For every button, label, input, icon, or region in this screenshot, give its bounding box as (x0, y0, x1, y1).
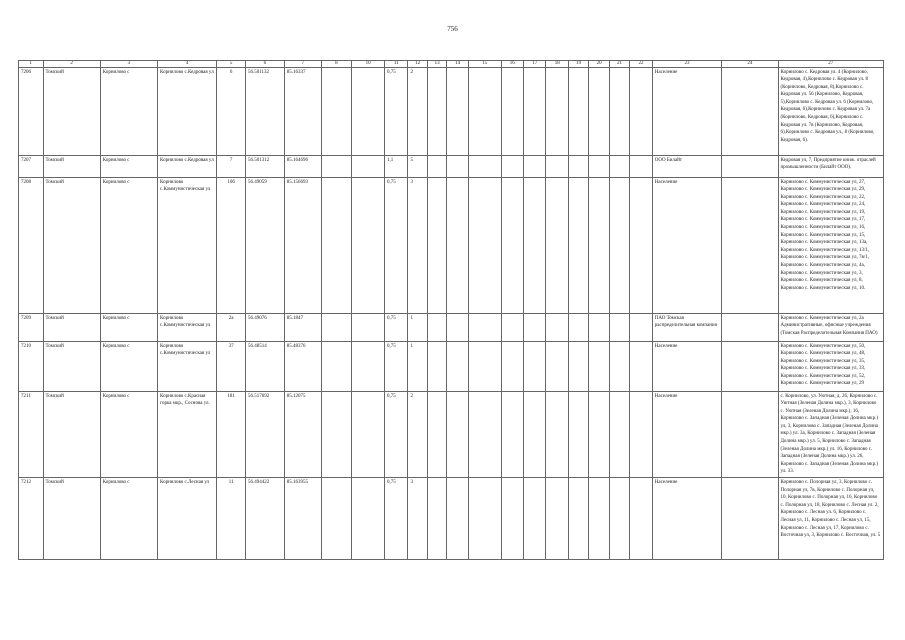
table-cell-c12: 2 (408, 391, 427, 478)
table-cell-empty (427, 313, 446, 341)
table-cell-c4: Корнилово с.Коммунистическая ул (158, 341, 217, 391)
table-cell-empty (523, 313, 545, 341)
table-cell-c4: Корнилово с.Коммунистическая ул (158, 177, 217, 313)
table-cell-empty (523, 478, 545, 560)
table-cell-empty (589, 155, 609, 177)
table-cell-c11: 1,1 (384, 155, 408, 177)
column-header: 11 (384, 61, 408, 68)
table-cell-c12: 3 (408, 478, 427, 560)
table-cell-empty (589, 313, 609, 341)
table-cell-c1: 7209 (19, 313, 44, 341)
table-cell-c6: 56.48514 (245, 341, 284, 391)
table-cell-c5: 7 (217, 155, 246, 177)
table-cell-empty (501, 313, 523, 341)
table-cell-c1: 7210 (19, 341, 44, 391)
table-cell-c2: Томский (43, 313, 100, 341)
table-cell-empty (609, 478, 629, 560)
table-row (19, 478, 884, 560)
table-cell-empty (321, 313, 352, 341)
table-cell-empty (352, 478, 385, 560)
column-header: 18 (546, 61, 568, 68)
table-cell-empty (468, 478, 501, 560)
table-cell-empty (427, 177, 446, 313)
table-cell-c24 (722, 155, 778, 177)
table-cell-c3: Корнилово с (100, 478, 157, 560)
table-cell-empty (501, 155, 523, 177)
table-cell-empty (568, 341, 588, 391)
table-cell-c27: Корнилово с. Коммунистическая ул, 2а Административные, офисные учреждения (Томская Распределительная Компания ПАО) (778, 313, 884, 341)
table-row (19, 67, 884, 155)
table-cell-empty (609, 155, 629, 177)
table-cell-c3: Корнилово с (100, 391, 157, 478)
table-cell-empty (589, 478, 609, 560)
column-header: 6 (245, 61, 284, 68)
table-row (19, 313, 884, 341)
table-cell-c23: Население (652, 177, 722, 313)
table-cell-c6: 56.517692 (245, 391, 284, 478)
table-cell-empty (447, 478, 468, 560)
table-cell-empty (501, 478, 523, 560)
table-cell-empty (352, 313, 385, 341)
table-cell-c4: Корнилово с.Лесная ул (158, 478, 217, 560)
table-cell-c23: ООО Билайт (652, 155, 722, 177)
table-cell-c2: Томский (43, 391, 100, 478)
table-cell-c7: 85.1847 (284, 313, 321, 341)
table-cell-empty (568, 391, 588, 478)
column-header: 8 (321, 61, 352, 68)
table-cell-empty (609, 67, 629, 155)
table-cell-c2: Томский (43, 177, 100, 313)
table-cell-empty (609, 391, 629, 478)
table-cell-c1: 7211 (19, 391, 44, 478)
table-cell-c23: Население (652, 67, 722, 155)
column-header: 4 (158, 61, 217, 68)
table-cell-empty (589, 67, 609, 155)
table-cell-c7: 85.156693 (284, 177, 321, 313)
table-cell-c6: 56.494422 (245, 478, 284, 560)
table-cell-c27: с. Корнилово, ул. Уютная, д. 26, Корнилово с. Уютная (Зеленая Долина мкр.), 3, Корнилово с. Уютная (Зеленая Долина мкр.), 16, Корнилово с. Западная (Зеленая Долина мкр.) ул, 3, Корнилово с. Западная (Зеленая Долина мкр.) ул. 3а, Корнилово с. Западная (Зеленая Долина мкр.) ул. 5, Корнилово с. Западная (Зеленая Долина мкр.) ул. 16, Корнилово с. Западная (Зеленая Долина мкр.) ул. 26, Корнилово с. Западная (Зеленая Долина мкр.) ул. 33. (778, 391, 884, 478)
column-header: 13 (427, 61, 446, 68)
table-cell-empty (630, 391, 652, 478)
table-cell-c27: Корнилово с. Коммунистическая ул, 50, Корнилово с. Коммунистическая ул, 48, Корнилово с. Коммунистическая ул, 35, Корнилово с. Коммунистическая ул, 33, Корнилово с. Коммунистическая ул, 52, Корнилово с. Коммунистическая ул, 29 (778, 341, 884, 391)
column-header: 2 (43, 61, 100, 68)
table-cell-empty (427, 341, 446, 391)
table-cell-empty (468, 313, 501, 341)
table-cell-c1: 7206 (19, 67, 44, 155)
column-header: 10 (352, 61, 385, 68)
table-cell-c2: Томский (43, 155, 100, 177)
table-cell-empty (321, 341, 352, 391)
page-number: 756 (447, 25, 458, 33)
table-row (19, 177, 884, 313)
table-cell-c1: 7207 (19, 155, 44, 177)
column-header: 3 (100, 61, 157, 68)
data-table (18, 60, 884, 560)
table-cell-empty (501, 67, 523, 155)
table-cell-empty (546, 478, 568, 560)
table-cell-c5: 10б (217, 177, 246, 313)
table-cell-empty (321, 155, 352, 177)
table-cell-empty (546, 313, 568, 341)
table-cell-c3: Корнилово с (100, 341, 157, 391)
table-cell-c27: Кедровая ул, 7, Предприятие книж. отраслей промышленности (Билайт ООО). (778, 155, 884, 177)
column-header: 1 (19, 61, 44, 68)
table-cell-empty (630, 341, 652, 391)
table-cell-c27: Корнилово с. Коммунистическая ул, 27, Корнилово с. Коммунистическая ул, 29, Корнилово с. Коммунистическая ул, 22, Корнилово с. Коммунистическая ул, 24, Корнилово с. Коммунистическая ул, 19, Корнилово с. Коммунистическая ул, 17, Корнилово с. Коммунистическая ул, 16, Корнилово с. Коммунистическая ул, 15, Корнилово с. Коммунистическая ул, 13а, Корнилово с. Коммунистическая ул, 13/1, Корнилово с. Коммунистическая ул, 7в/1, Корнилово с. Коммунистическая ул, 4а, Корнилово с. Коммунистическая ул, 3, Корнилово с. Коммунистическая ул, 8, Корнилово с. Коммунистическая ул, 10. (778, 177, 884, 313)
table-row (19, 155, 884, 177)
table-cell-empty (321, 177, 352, 313)
table-cell-c24 (722, 67, 778, 155)
table-cell-empty (523, 177, 545, 313)
table-cell-empty (468, 155, 501, 177)
column-header: 27 (778, 61, 884, 68)
table-cell-empty (630, 67, 652, 155)
table-cell-empty (589, 391, 609, 478)
table-cell-empty (568, 67, 588, 155)
table-cell-empty (447, 155, 468, 177)
table-cell-c4: Корнилово с.Кедровая ул (158, 155, 217, 177)
table-cell-empty (447, 313, 468, 341)
table-cell-c2: Томский (43, 341, 100, 391)
table-cell-empty (568, 313, 588, 341)
table-cell-c6: 56.501132 (245, 67, 284, 155)
table-cell-c2: Томский (43, 67, 100, 155)
table-cell-empty (427, 478, 446, 560)
table-cell-empty (447, 177, 468, 313)
table-cell-c11: 0,75 (384, 478, 408, 560)
column-header: 22 (630, 61, 652, 68)
table-cell-empty (546, 155, 568, 177)
table-cell-empty (352, 341, 385, 391)
column-header: 16 (501, 61, 523, 68)
table-row (19, 391, 884, 478)
table-cell-c3: Корнилово с (100, 313, 157, 341)
table-cell-c5: 11 (217, 478, 246, 560)
table-cell-c7: 85.164696 (284, 155, 321, 177)
table-cell-c7: 85.48376 (284, 341, 321, 391)
table-cell-c23: Население (652, 341, 722, 391)
table-cell-empty (352, 155, 385, 177)
table-cell-empty (352, 177, 385, 313)
table-cell-c5: 2а (217, 313, 246, 341)
table-cell-c2: Томский (43, 478, 100, 560)
table-cell-c23: Население (652, 478, 722, 560)
table-cell-c12: 1 (408, 313, 427, 341)
column-header: 12 (408, 61, 427, 68)
column-header: 24 (722, 61, 778, 68)
table-cell-empty (523, 391, 545, 478)
table-cell-empty (321, 478, 352, 560)
table-cell-empty (589, 177, 609, 313)
table-cell-empty (546, 391, 568, 478)
table-cell-c27: Корнилово с. Полорная ул, 3, Корнилово с. Полорная ул, 7в, Корнилово с. Полорная ул, 10, Корнилово с. Полорная ул, 16, Корнилово с. Полорная ул, 18, Корнилово с. Лесная ул. 2, Корнилово с. Лесная ул. 6, Корнилово с. Лесная ул, 11, Корнилово с. Лесная ул, 15, Корнилово с. Лесная ул, 17, Корнилово с. Восточная ул, 3, Корнилово с. Восточная, ул. 5 (778, 478, 884, 560)
table-cell-empty (468, 391, 501, 478)
column-header: 7 (284, 61, 321, 68)
table-cell-c12: 2 (408, 67, 427, 155)
table-cell-empty (427, 391, 446, 478)
table-cell-empty (468, 67, 501, 155)
table-cell-c27: Корнилово с. Кедровая ул. 4 (Корнилово, Кедровая, 4),Корнилово с. Кедровая ул. 8 (Корнилово, Кедровая, 8),Корнилово с. Кедровая ул. 56 (Корнилово, Кедровая, 5),Корнилово с. Кедровая ул. 6 (Корнилово, Кедровая, 6),Корнилово с. Кедровая ул. 7а (Корнилово, Кедровая, 6),Корнилово с. Кедровая ул. 7в (Корнилово, Кедровая, 6),Корнилово с. Кедровая ул., 8 (Корнилово, Кедровая, 6). (778, 67, 884, 155)
table-cell-empty (589, 341, 609, 391)
table-cell-c23: ПАО Томская распределительная компания (652, 313, 722, 341)
table-cell-empty (523, 67, 545, 155)
table-cell-c3: Корнилово с (100, 67, 157, 155)
table-cell-empty (546, 341, 568, 391)
table-cell-c4: Корнилово с.Кедровая ул (158, 67, 217, 155)
table-cell-c7: 85.163955 (284, 478, 321, 560)
column-header: 15 (468, 61, 501, 68)
table-cell-empty (468, 341, 501, 391)
table-cell-empty (630, 155, 652, 177)
table-cell-empty (609, 313, 629, 341)
table-cell-empty (546, 177, 568, 313)
table-cell-c23: Население (652, 391, 722, 478)
table-cell-c24 (722, 341, 778, 391)
table-cell-c1: 7208 (19, 177, 44, 313)
table-cell-c11: 0,75 (384, 341, 408, 391)
table-cell-empty (352, 67, 385, 155)
table-cell-c4: Корнилово с.Красная горка мкр., Соснова ул. (158, 391, 217, 478)
table-cell-c3: Корнилово с (100, 177, 157, 313)
table-cell-c24 (722, 478, 778, 560)
table-cell-empty (321, 67, 352, 155)
table-cell-empty (501, 391, 523, 478)
table-cell-empty (568, 478, 588, 560)
table-cell-empty (546, 67, 568, 155)
table-cell-c24 (722, 313, 778, 341)
table-cell-c5: 37 (217, 341, 246, 391)
table-cell-empty (501, 341, 523, 391)
table-cell-c11: 0,75 (384, 67, 408, 155)
table-cell-empty (427, 67, 446, 155)
table-cell-empty (609, 341, 629, 391)
column-header: 14 (447, 61, 468, 68)
table-cell-empty (523, 341, 545, 391)
column-header: 5 (217, 61, 246, 68)
table-cell-empty (447, 67, 468, 155)
table-cell-c24 (722, 177, 778, 313)
table-cell-empty (352, 391, 385, 478)
table-cell-c7: 85.12075 (284, 391, 321, 478)
table-cell-c11: 0,75 (384, 391, 408, 478)
table-cell-c5: 181 (217, 391, 246, 478)
table-cell-c11: 0,75 (384, 177, 408, 313)
column-header: 23 (652, 61, 722, 68)
table-cell-empty (427, 155, 446, 177)
table-cell-empty (447, 391, 468, 478)
table-cell-c4: Корнилово с.Коммунистическая ул (158, 313, 217, 341)
table-cell-empty (630, 478, 652, 560)
table-cell-c6: 56.49059 (245, 177, 284, 313)
table-cell-empty (630, 313, 652, 341)
table-cell-empty (609, 177, 629, 313)
table-cell-empty (447, 341, 468, 391)
table-cell-c1: 7212 (19, 478, 44, 560)
table-cell-c12: 1 (408, 341, 427, 391)
table-cell-c7: 85.16337 (284, 67, 321, 155)
column-header: 17 (523, 61, 545, 68)
table-cell-empty (501, 177, 523, 313)
table-cell-empty (523, 155, 545, 177)
column-header: 21 (609, 61, 629, 68)
table-cell-empty (568, 177, 588, 313)
table-cell-c11: 0,75 (384, 313, 408, 341)
table-cell-c5: 6 (217, 67, 246, 155)
table-row (19, 341, 884, 391)
table-cell-empty (630, 177, 652, 313)
table-cell-c24 (722, 391, 778, 478)
table-cell-empty (321, 391, 352, 478)
column-header: 19 (568, 61, 588, 68)
table-cell-c3: Корнилово с (100, 155, 157, 177)
column-header: 20 (589, 61, 609, 68)
table-cell-c6: 56.501312 (245, 155, 284, 177)
table-cell-c6: 56.49076 (245, 313, 284, 341)
table-cell-c12: 3 (408, 177, 427, 313)
table-cell-empty (568, 155, 588, 177)
table-cell-empty (468, 177, 501, 313)
table-cell-c12: 5 (408, 155, 427, 177)
